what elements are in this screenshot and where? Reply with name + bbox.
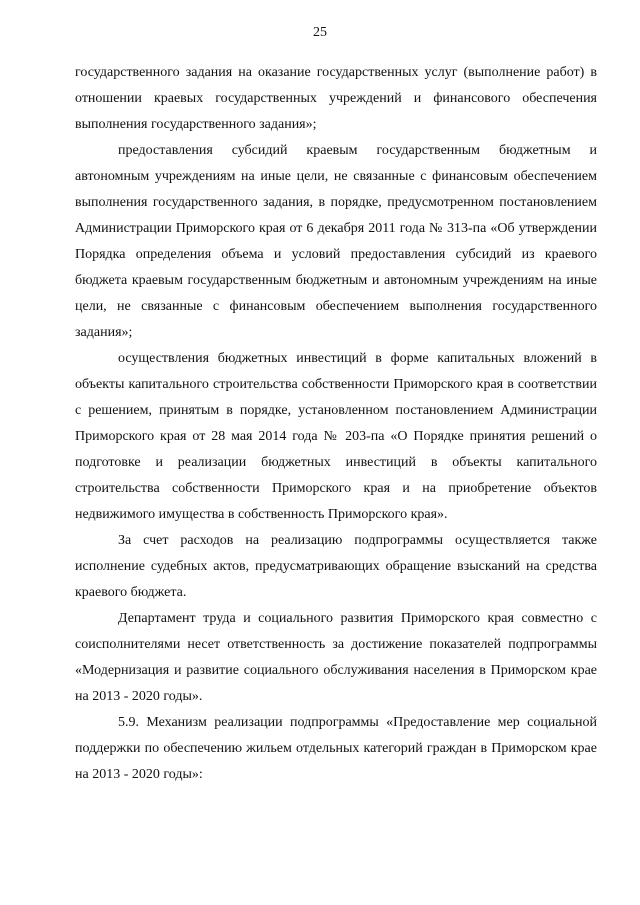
paragraph-subsidies: предоставления субсидий краевым государственным бюджетным и автономным учреждениям на иные цели, не связанные с финансовым обеспечением выполнения государственного задания, в порядке, предусмотренном постановлением Администрации Приморского края от 6 декабря 2011 года № 313-па «Об утверждении Порядка определения объема и условий предоставления субсидий из краевого бюджета краевым государственным бюджетным и автономным учреждениям на иные цели, не связанные с финансовым обеспечением выполнения государственного задания»; <box>75 143 597 340</box>
paragraph-responsibility: Департамент труда и социального развития Приморского края совместно с соисполнителями несет ответственность за достижение показателей подпрограммы «Модернизация и развитие социального обслуживания населения в Приморском крае на 2013 - 2020 годы». <box>75 611 597 704</box>
paragraph-section-5-9: 5.9. Механизм реализации подпрограммы «Предоставление мер социальной поддержки по обеспечению жильем отдельных категорий граждан в Приморском крае на 2013 - 2020 годы»: <box>75 715 597 782</box>
paragraph-investments: осуществления бюджетных инвестиций в форме капитальных вложений в объекты капитального строительства собственности Приморского края в соответствии с решением, принятым в порядке, установленном постановлением Администрации Приморского края от 28 мая 2014 года № 203-па «О Порядке принятия решений о подготовке и реализации бюджетных инвестиций в объекты капитального строительства собственности Приморского края и на приобретение объектов недвижимого имущества в собственность Приморского края». <box>75 351 597 522</box>
paragraph-continuation: государственного задания на оказание государственных услуг (выполнение работ) в отношении краевых государственных учреждений и финансового обеспечения выполнения государственного задания»; <box>75 65 597 132</box>
paragraph-court-acts: За счет расходов на реализацию подпрограммы осуществляется также исполнение судебных актов, предусматривающих обращение взысканий на средства краевого бюджета. <box>75 533 597 600</box>
page-number: 25 <box>313 25 327 40</box>
document-body <box>75 60 597 788</box>
